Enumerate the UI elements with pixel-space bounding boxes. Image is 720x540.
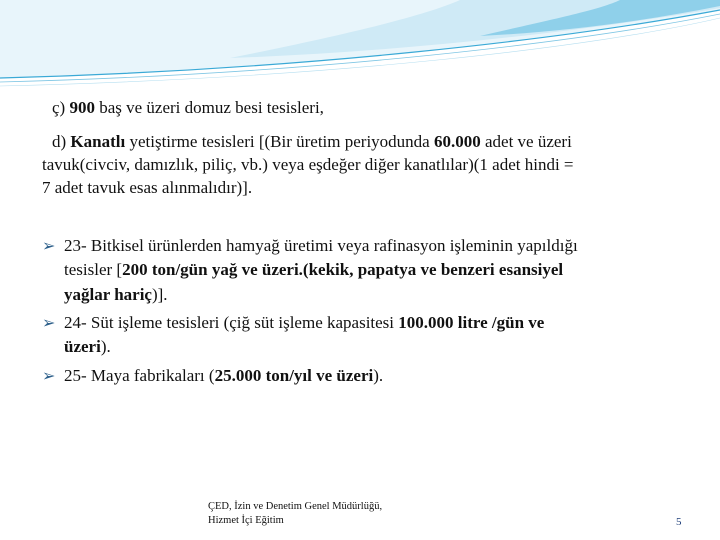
item-c: ç) 900 baş ve üzeri domuz besi tesisleri,: [52, 98, 324, 117]
bullet-23-line1: 23- Bitkisel ürünlerden hamyağ üretimi veya rafinasyon işleminin yapıldığı: [64, 236, 578, 255]
arrowhead-bullet-icon: ➢: [42, 368, 56, 385]
bullet-23-line2: tesisler [200 ton/gün yağ ve üzeri.(kekik, papatya ve benzeri esansiyel: [64, 260, 564, 279]
item-d-line1: d) Kanatlı yetiştirme tesisleri [(Bir üretim periyodunda 60.000 adet ve üzeri: [52, 132, 572, 151]
bullet-24-line1: 24- Süt işleme tesisleri (çiğ süt işleme kapasitesi 100.000 litre /gün ve: [64, 313, 545, 332]
arrowhead-bullet-icon: ➢: [42, 238, 56, 255]
item-d-line2: tavuk(civciv, damızlık, piliç, vb.) veya eşdeğer diğer kanatlılar)(1 adet hindi =: [42, 155, 574, 174]
arrowhead-bullet-icon: ➢: [42, 315, 56, 332]
footer-line-2: Hizmet İçi Eğitim: [208, 515, 284, 526]
bullet-23-line3: yağlar hariç)].: [64, 285, 168, 304]
bullet-24-line2: üzeri).: [64, 337, 111, 356]
page-number: 5: [676, 516, 682, 528]
footer-text: [208, 500, 382, 528]
item-d-line3: 7 adet tavuk esas alınmalıdır)].: [42, 178, 253, 197]
footer-line-1: ÇED, İzin ve Denetim Genel Müdürlüğü,: [208, 501, 383, 512]
bullet-25-line1: 25- Maya fabrikaları (25.000 ton/yıl ve üzeri).: [64, 366, 384, 385]
